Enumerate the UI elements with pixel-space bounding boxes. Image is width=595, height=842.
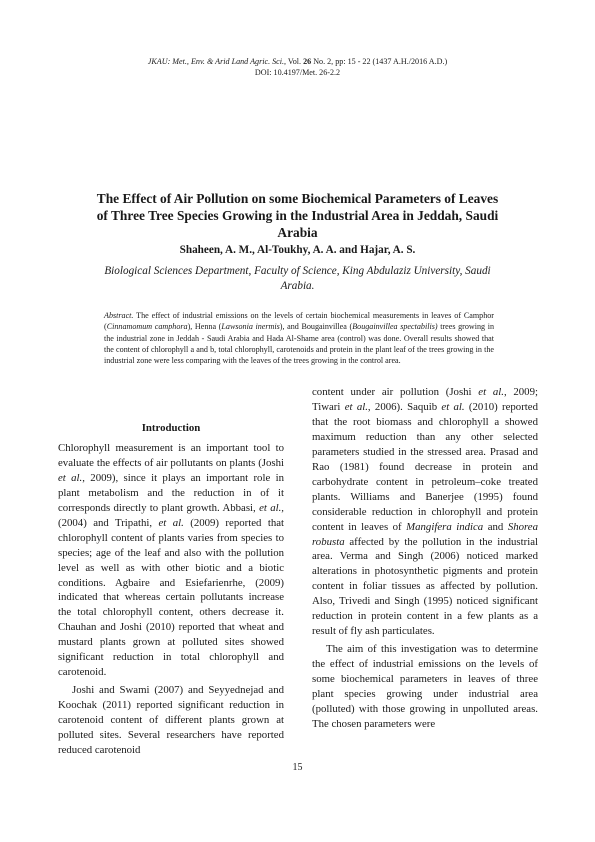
text-run: (2009) reported that chlorophyll content of plants varies from species to species; age of the leaf and also with the pollution level as well as with other biotic and a biotic conditions. Agbaire and Esiefarienrhe, (2009) indicated that whereas certain pollutants increase the total chlorophyll content, others decrease it. Chauhan and Joshi (2010) reported that wheat and mustard plants grown at polluted sites showed significant reduction in total chlorophyll and carotenoid. [58, 516, 285, 679]
right-column [312, 385, 538, 732]
text-run: (2004) and Tripathi, [58, 516, 159, 529]
italic-text: Mangifera indica [406, 520, 484, 533]
journal-name: JKAU: Met., Env. & Arid Land Agric. Sci. [147, 57, 285, 66]
abstract-label: Abstract. [104, 311, 134, 320]
italic-text: et al. [478, 386, 504, 398]
italic-text: Bougainvillea spectabilis) [352, 322, 438, 332]
text-run: ), and Bougainvillea ( [279, 322, 353, 332]
abstract-body [104, 311, 494, 365]
citation-line [0, 57, 595, 68]
paragraph [58, 441, 284, 680]
italic-text: Shorea robusta [312, 520, 538, 548]
text-run: trees growing in the industrial zone in Jeddah - Saudi Arabia and Hada Al-Shame area (control) was done. Overall results showed that the content of chlorophyll a and b, total chlorophyll, carotenoids and protein in the plant leaf of the trees growing in the industrial zone were less comparing with the leaves of the trees growing in the control area. [104, 322, 495, 366]
italic-text: et al. [441, 400, 465, 413]
paragraph [58, 683, 284, 758]
text-run: ), Henna ( [187, 322, 222, 332]
volume-number: 26 [303, 57, 312, 66]
italic-text: et al. [344, 400, 368, 413]
citation-text: , Vol. [284, 57, 304, 66]
text-run: Joshi and Swami (2007) and Seyyednejad and Koochak (2011) reported significant reduction in carotenoid content of different plants grown at polluted sites. Several researchers have reported reduced carotenoid [58, 684, 284, 757]
text-run: Chlorophyll measurement is an important tool to evaluate the effects of air pollutants on plants (Joshi [58, 441, 284, 469]
text-run: affected by the pollution in the industrial area. Verma and Singh (2006) noticed marked alterations in photosynthetic pigments and protein content in foliar tissues as affected by pollution. Also, Trivedi and Singh (1995) noticed significant reduction in protein content in a few plants as a result of fly ash particulates. [312, 535, 538, 638]
affiliation: Biological Sciences Department, Faculty of Science, King Abdulaziz University, Saudi Arabia. [104, 265, 491, 292]
abstract [104, 310, 494, 366]
text-run: , 2009; Tiwari [312, 386, 538, 413]
italic-text: Lawsonia inermis [221, 322, 280, 332]
text-run: The aim of this investigation was to determine the effect of industrial emissions on the levels of some biochemical parameters in leaves of three plant species growing under industrial area (polluted) with those growing in unpolluted areas. The chosen parameters were [312, 643, 538, 730]
text-run: The effect of industrial emissions on the levels of certain biochemical measurements in leaves of Camphor ( [104, 311, 494, 332]
paragraph [312, 385, 538, 639]
paper-title: The Effect of Air Pollution on some Biochemical Parameters of Leaves of Three Tree Species Growing in the Industrial Area in Jeddah, Saudi Arabia [96, 191, 499, 241]
text-run: , 2009), since it plays an important role in plant metabolism and the reduction in of it corresponds directly to plant growth. Abbasi, [58, 471, 284, 514]
italic-text: et al., [259, 501, 284, 514]
section-heading: Introduction [141, 422, 201, 434]
page-number: 15 [292, 762, 303, 773]
text-run: and [483, 520, 508, 533]
authors: Shaheen, A. M., Al-Toukhy, A. A. and Hajar, A. S. [179, 244, 416, 256]
left-column [58, 421, 284, 758]
journal-header [0, 57, 595, 78]
italic-text: et al. [158, 516, 184, 529]
text-run: content under air pollution (Joshi [312, 386, 479, 398]
paragraph [312, 642, 538, 732]
italic-text: Cinnamomum camphora [106, 322, 188, 332]
text-run: (2010) reported that the root biomass and chlorophyll a showed maximum reduction than any other selected parameters studied in the stressed area. Prasad and Rao (1981) found decrease in protein and carbohydrate content in petroleum–coke treated plants. Williams and Banerjee (1995) found considerable reduction in chlorophyll and protein content in leaves of [312, 400, 538, 533]
text-run: , 2006). Saquib [367, 400, 442, 413]
doi: DOI: 10.4197/Met. 26-2.2 [254, 67, 341, 77]
italic-text: et al. [58, 471, 83, 484]
citation-pages: No. 2, pp: 15 - 22 (1437 A.H./2016 A.D.) [311, 57, 448, 66]
